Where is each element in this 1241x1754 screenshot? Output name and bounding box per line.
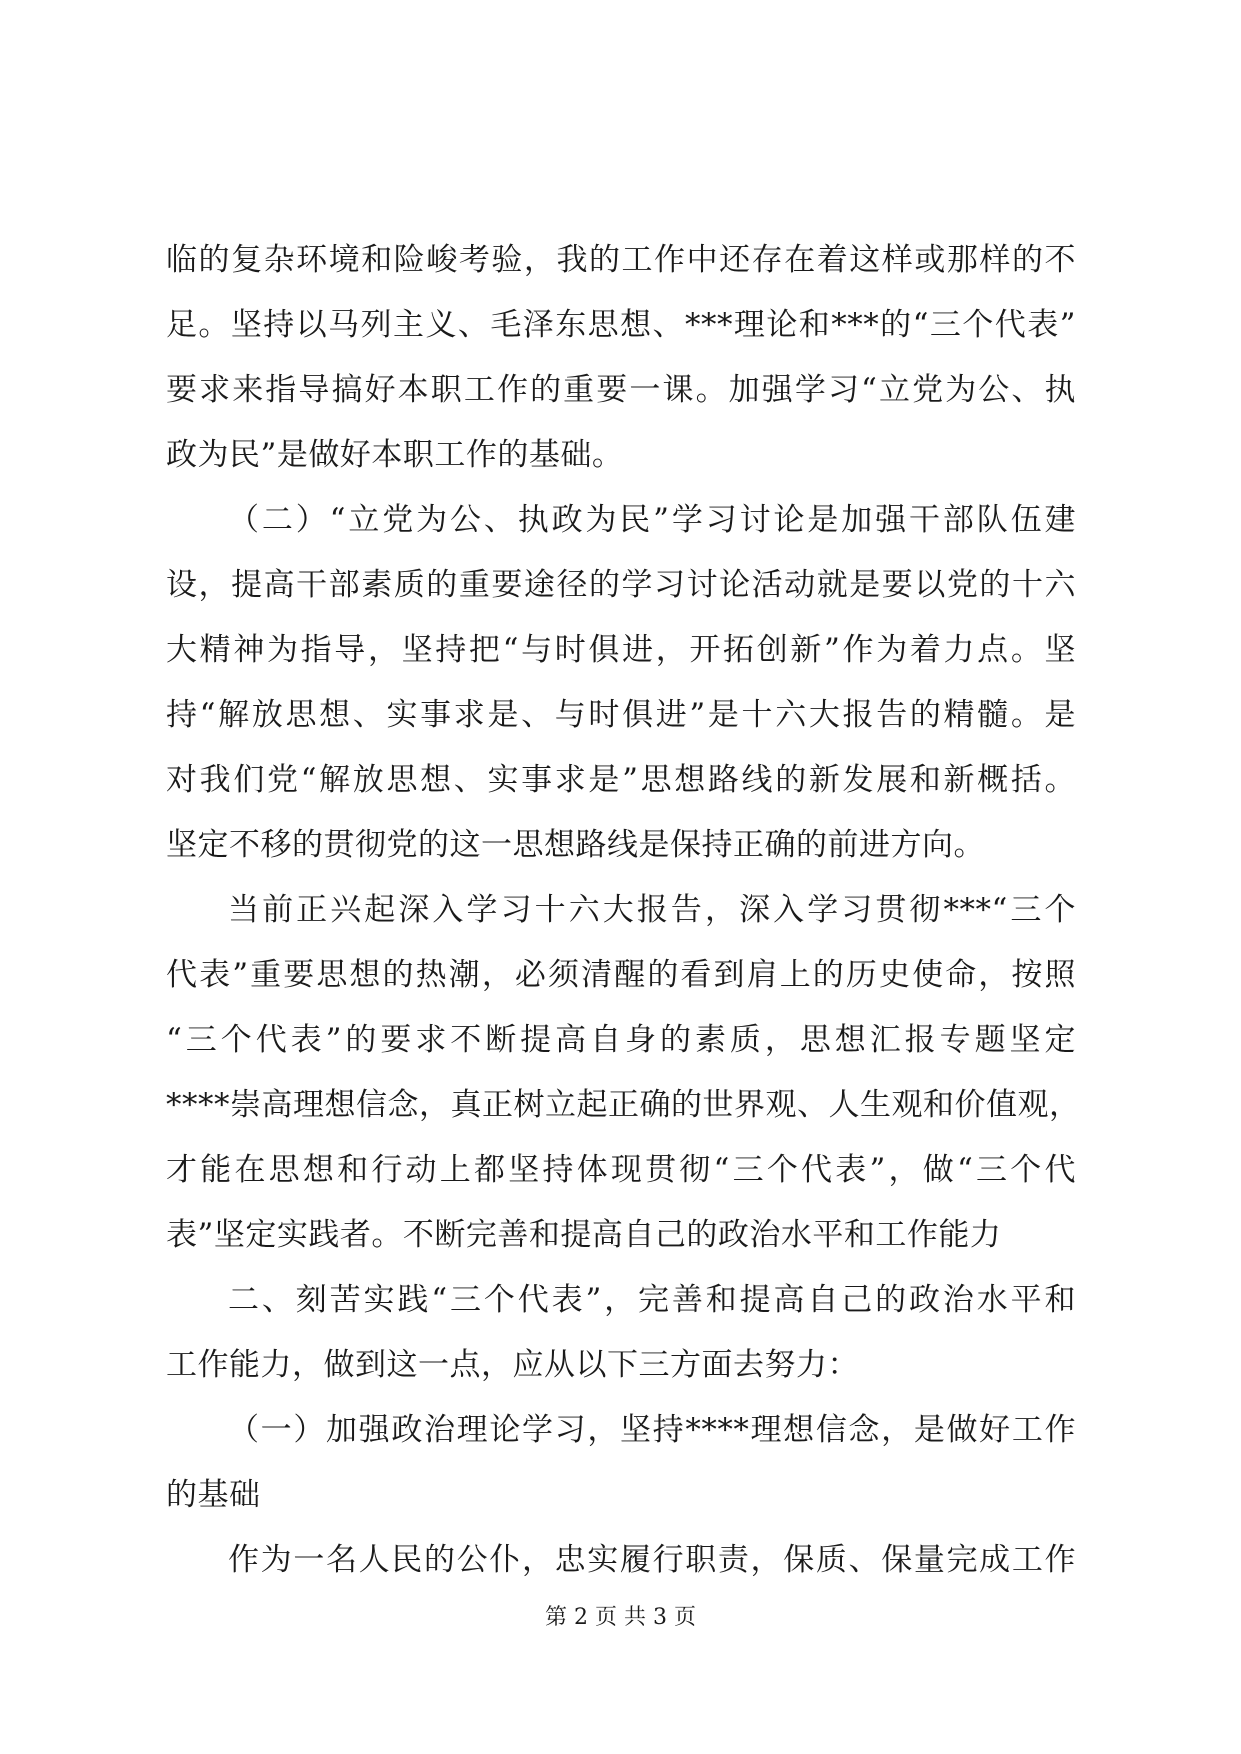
text-line: 的基础 [166,1477,261,1513]
text-line: 设，提高干部素质的重要途径的学习讨论活动就是要以党的十六 [166,567,1076,603]
text-line: 二、刻苦实践“三个代表”，完善和提高自己的政治水平和 [228,1282,1076,1318]
text-line: 政为民”是做好本职工作的基础。 [166,437,624,473]
text-line: （二）“立党为公、执政为民”学习讨论是加强干部队伍建 [228,502,1076,538]
text-line: 对我们党“解放思想、实事求是”思想路线的新发展和新概括。 [166,762,1076,798]
text-line: 当前正兴起深入学习十六大报告，深入学习贯彻***“三个 [228,892,1076,928]
text-line: 大精神为指导，坚持把“与时俱进，开拓创新”作为着力点。坚 [166,632,1076,668]
text-line: 临的复杂环境和险峻考验，我的工作中还存在着这样或那样的不 [166,242,1076,278]
text-line: 要求来指导搞好本职工作的重要一课。加强学习“立党为公、执 [166,372,1076,408]
text-line: 足。坚持以马列主义、毛泽东思想、***理论和***的“三个代表” [166,307,1076,343]
text-line: 持“解放思想、实事求是、与时俱进”是十六大报告的精髓。是 [166,697,1076,733]
text-line: 坚定不移的贯彻党的这一思想路线是保持正确的前进方向。 [166,827,985,863]
text-line: “三个代表”的要求不断提高自身的素质，思想汇报专题坚定 [166,1022,1076,1058]
text-line: 代表”重要思想的热潮，必须清醒的看到肩上的历史使命，按照 [166,957,1076,993]
body-text [166,228,1081,1593]
text-line: 表”坚定实践者。不断完善和提高自己的政治水平和工作能力 [166,1217,1002,1253]
text-line: 工作能力，做到这一点，应从以下三方面去努力： [166,1347,859,1383]
text-line: （一）加强政治理论学习，坚持****理想信念，是做好工作 [228,1412,1076,1448]
page-number-footer: 第 2 页 共 3 页 [545,1605,696,1630]
text-line: 才能在思想和行动上都坚持体现贯彻“三个代表”，做“三个代 [166,1152,1076,1188]
text-line: ****崇高理想信念，真正树立起正确的世界观、人生观和价值观， [166,1087,1081,1123]
text-line: 作为一名人民的公仆，忠实履行职责，保质、保量完成工作 [228,1542,1076,1578]
